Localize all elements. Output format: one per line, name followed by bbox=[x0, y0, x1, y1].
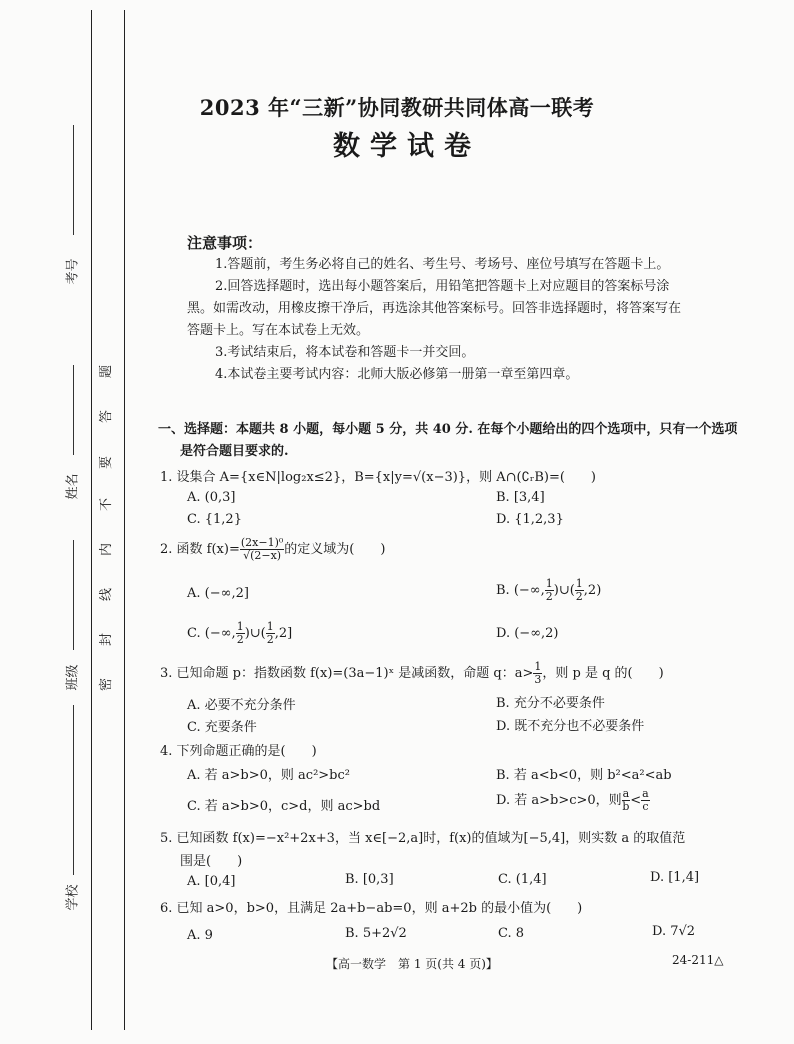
q2-c-frac2 bbox=[266, 621, 275, 646]
q1-option-c[interactable]: C. {1,2} bbox=[187, 512, 242, 527]
q4-option-c[interactable]: C. 若 a>b>0，c>d，则 ac>bd bbox=[187, 799, 381, 814]
q2-b-mid: )∪( bbox=[553, 583, 575, 598]
q3-stem bbox=[160, 661, 664, 686]
q2-b-frac1-den: 2 bbox=[545, 590, 553, 603]
seal-char-ti: 题 bbox=[99, 364, 115, 379]
q4-d-frac2-num: a bbox=[642, 787, 649, 800]
q3-frac-num: 1 bbox=[534, 660, 542, 673]
q3-frac-den: 3 bbox=[534, 673, 542, 686]
q2-b-post: ,2) bbox=[583, 583, 602, 598]
subject-title: 数学试卷 bbox=[333, 131, 481, 162]
q5-stem-line2: 围是( ) bbox=[180, 854, 243, 869]
q5-option-b[interactable]: B. [0,3] bbox=[345, 872, 394, 887]
q2-c-frac1-den: 2 bbox=[236, 633, 244, 646]
q3-option-b[interactable]: B. 充分不必要条件 bbox=[496, 696, 605, 711]
q3-option-d[interactable]: D. 既不充分也不必要条件 bbox=[496, 719, 645, 734]
name-blank[interactable] bbox=[73, 365, 74, 455]
q4-stem: 4. 下列命题正确的是( ) bbox=[160, 744, 317, 759]
q2-c-frac2-den: 2 bbox=[266, 633, 274, 646]
school-blank[interactable] bbox=[73, 705, 74, 875]
notice-item-2b: 黑。如需改动，用橡皮擦干净后，再选涂其他答案标号。回答非选择题时，将答案写在 bbox=[187, 301, 682, 316]
q2-option-a[interactable]: A. (−∞,2] bbox=[187, 586, 249, 601]
q4-option-a[interactable]: A. 若 a>b>0，则 ac²>bc² bbox=[187, 768, 350, 783]
exam-code: 24-211△ bbox=[672, 953, 724, 967]
margin-outer-line bbox=[91, 10, 92, 1030]
q2-c-frac2-num: 1 bbox=[266, 620, 274, 633]
seal-char-nei: 内 bbox=[99, 542, 115, 557]
q5-option-c[interactable]: C. (1,4] bbox=[498, 872, 547, 887]
q4-d-pre: D. 若 a>b>c>0，则 bbox=[496, 793, 622, 808]
notice-item-1: 1.答题前，考生务必将自己的姓名、考生号、考场号、座位号填写在答题卡上。 bbox=[215, 257, 670, 272]
q2-fraction bbox=[240, 537, 284, 562]
q5-stem-line1: 5. 已知函数 f(x)=−x²+2x+3，当 x∈[−2,a]时，f(x)的值域为[−5,4]，则实数 a 的取值范 bbox=[160, 831, 686, 846]
q4-d-frac2 bbox=[641, 788, 650, 813]
seal-char-yao: 要 bbox=[99, 455, 115, 470]
q2-c-frac1-num: 1 bbox=[236, 620, 244, 633]
seal-char-feng: 封 bbox=[99, 632, 115, 647]
name-label: 姓名 bbox=[65, 473, 81, 500]
q3-option-c[interactable]: C. 充要条件 bbox=[187, 720, 257, 735]
q4-option-b[interactable]: B. 若 a<b<0，则 b²<a²<ab bbox=[496, 768, 672, 783]
q5-option-a[interactable]: A. [0,4] bbox=[187, 874, 236, 889]
q2-frac-num: (2x−1)⁰ bbox=[240, 536, 284, 549]
q2-stem-pre: 2. 函数 f(x)= bbox=[160, 542, 240, 557]
q4-d-frac1-num: a bbox=[622, 787, 630, 800]
q3-stem-pre: 3. 已知命题 p：指数函数 f(x)=(3a−1)ˣ 是减函数，命题 q：a> bbox=[160, 666, 534, 681]
q6-option-a[interactable]: A. 9 bbox=[187, 928, 213, 943]
q2-b-frac2 bbox=[575, 578, 584, 603]
q2-option-d[interactable]: D. (−∞,2) bbox=[496, 626, 559, 641]
seal-char-da: 答 bbox=[99, 409, 115, 424]
q2-b-pre: B. (−∞, bbox=[496, 583, 545, 598]
q1-option-a[interactable]: A. (0,3] bbox=[187, 490, 236, 505]
margin-inner-line bbox=[124, 10, 125, 1030]
q3-stem-post: ，则 p 是 q 的( ) bbox=[542, 666, 664, 681]
q4-d-frac2-den: c bbox=[642, 800, 649, 813]
seal-char-xian: 线 bbox=[99, 587, 115, 602]
q5-option-d[interactable]: D. [1,4] bbox=[650, 870, 700, 885]
q2-stem-post: 的定义域为( ) bbox=[284, 542, 386, 557]
q4-d-lt: < bbox=[630, 793, 642, 808]
exam-title: 2023 年“三新”协同教研共同体高一联考 bbox=[199, 95, 595, 120]
q4-option-d[interactable] bbox=[496, 788, 650, 813]
q2-c-post: ,2] bbox=[274, 626, 293, 641]
notice-body bbox=[187, 254, 727, 386]
q4-d-frac1-den: b bbox=[622, 800, 630, 813]
q3-option-a[interactable]: A. 必要不充分条件 bbox=[187, 698, 296, 713]
school-label: 学校 bbox=[65, 884, 81, 911]
notice-heading: 注意事项： bbox=[187, 234, 263, 252]
page-footer: 【高一数学 第 1 页(共 4 页)】 bbox=[326, 957, 498, 971]
q6-option-b[interactable]: B. 5+2√2 bbox=[345, 926, 407, 941]
q2-option-b[interactable] bbox=[496, 578, 601, 603]
q4-d-frac1 bbox=[622, 788, 631, 813]
q2-b-frac1-num: 1 bbox=[545, 577, 553, 590]
q6-stem: 6. 已知 a>0，b>0，且满足 2a+b−ab=0，则 a+2b 的最小值为( ) bbox=[160, 901, 583, 916]
notice-item-4: 4.本试卷主要考试内容：北师大版必修第一册第一章至第四章。 bbox=[215, 367, 579, 382]
q2-b-frac1 bbox=[545, 578, 554, 603]
class-blank[interactable] bbox=[73, 540, 74, 650]
q2-c-frac1 bbox=[236, 621, 245, 646]
q1-option-b[interactable]: B. [3,4] bbox=[496, 490, 545, 505]
q2-b-frac2-num: 1 bbox=[575, 577, 583, 590]
notice-item-2a: 2.回答选择题时，选出每小题答案后，用铅笔把答题卡上对应题目的答案标号涂 bbox=[215, 279, 670, 294]
q6-option-d[interactable]: D. 7√2 bbox=[652, 924, 696, 939]
q2-c-mid: )∪( bbox=[244, 626, 266, 641]
section-heading-line2: 是符合题目要求的. bbox=[180, 444, 289, 459]
q2-frac-den: √(2−x) bbox=[243, 549, 282, 562]
section-heading-line1: 一、选择题：本题共 8 小题，每小题 5 分，共 40 分. 在每个小题给出的四个选项中，只有一个选项 bbox=[158, 422, 738, 437]
q2-b-frac2-den: 2 bbox=[575, 590, 583, 603]
q2-stem bbox=[160, 537, 385, 562]
notice-item-2c: 答题卡上。写在本试卷上无效。 bbox=[187, 323, 370, 338]
class-label: 班级 bbox=[65, 664, 81, 691]
seal-char-mi: 密 bbox=[99, 677, 115, 692]
q1-stem: 1. 设集合 A={x∈N|log₂x≤2}，B={x|y=√(x−3)}，则 A∩(∁ᵣB)=( ) bbox=[160, 470, 597, 485]
notice-item-3: 3.考试结束后，将本试卷和答题卡一并交回。 bbox=[215, 345, 475, 360]
seal-char-bu: 不 bbox=[99, 497, 115, 512]
exam-number-label: 考号 bbox=[65, 258, 81, 285]
q2-c-pre: C. (−∞, bbox=[187, 626, 236, 641]
q2-option-c[interactable] bbox=[187, 621, 292, 646]
q1-option-d[interactable]: D. {1,2,3} bbox=[496, 512, 564, 527]
q6-option-c[interactable]: C. 8 bbox=[498, 926, 525, 941]
